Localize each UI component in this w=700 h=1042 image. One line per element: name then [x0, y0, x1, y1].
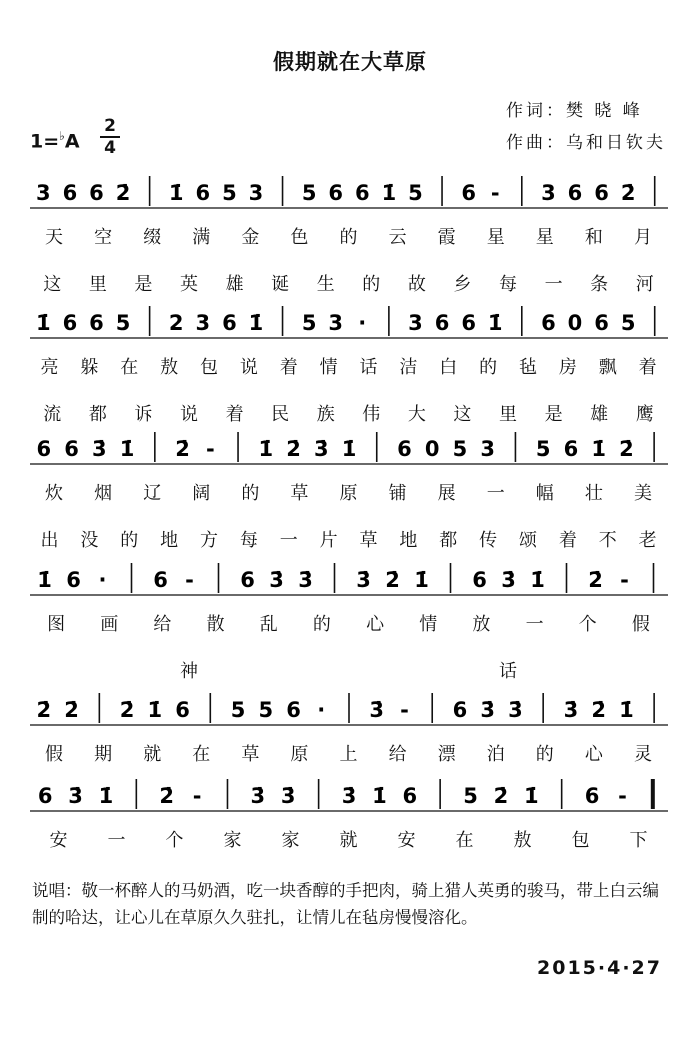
lyric-char: 情 — [419, 614, 439, 635]
lyric-char: 就 — [339, 830, 359, 851]
note: 5 — [408, 181, 423, 205]
note: 2̇ — [115, 181, 131, 205]
lyric-char: 每 — [499, 274, 518, 295]
note: 6 — [89, 181, 104, 205]
note: 2̇ — [36, 698, 52, 722]
note: 5 — [535, 437, 551, 461]
lyric-char: 的 — [362, 274, 382, 295]
lyric-char: 在 — [192, 744, 212, 765]
note: 6 — [62, 311, 78, 335]
lyric-char: 包 — [571, 830, 591, 851]
note: - — [185, 568, 194, 592]
lyric-char: 族 — [316, 404, 336, 425]
lyric-char: 生 — [316, 274, 336, 295]
note: 1̇ — [591, 437, 606, 461]
lyric-char: 云 — [388, 227, 408, 248]
lyric-char: 雄 — [590, 404, 610, 425]
note: 2̇ — [620, 181, 636, 205]
lyric-char: 的 — [535, 744, 555, 765]
lyric-char: 的 — [120, 530, 140, 551]
lyric-char: 上 — [339, 744, 359, 765]
note: 5 — [452, 437, 468, 461]
lyric-char: 烟 — [94, 483, 114, 504]
note: 2̇ — [588, 568, 603, 592]
note: 1̇ — [37, 568, 52, 592]
lyric-char: 话 — [359, 357, 379, 378]
lyric-char: 没 — [80, 530, 100, 551]
lyric-char: 方 — [199, 530, 219, 551]
lyric-char: 诞 — [271, 274, 291, 295]
note: 1̇ — [372, 784, 387, 808]
lyric-char: 包 — [199, 357, 219, 378]
note: 1̇ — [119, 437, 135, 461]
note: 1̇ — [168, 181, 184, 205]
lyric-char: 一 — [544, 274, 564, 295]
lyric-char: 的 — [241, 483, 261, 504]
lyric-char: 画 — [100, 614, 120, 635]
lyric-char: 河 — [635, 274, 655, 295]
lyric-char: 说 — [180, 404, 199, 425]
note: 1̇ — [248, 311, 264, 335]
note: 2̇ — [119, 698, 135, 722]
note: 1̇ — [98, 784, 114, 808]
note: 6 — [397, 437, 412, 461]
lyric-char: 一 — [107, 830, 127, 851]
lyric-char: 展 — [437, 483, 457, 504]
lyric-char: 老 — [638, 530, 658, 551]
note: 2̇ — [175, 437, 190, 461]
note: 6 — [452, 698, 468, 722]
lyric-char: 美 — [633, 483, 653, 504]
note: 3̇ — [313, 437, 329, 461]
lyric-char: 阔 — [192, 483, 212, 504]
note: 5 — [463, 784, 478, 808]
lyric-char: 图 — [47, 614, 67, 635]
note: 3 — [480, 437, 496, 461]
lyric-char: 灵 — [633, 744, 653, 765]
note: - — [490, 181, 500, 205]
lyric-char: 的 — [479, 357, 499, 378]
song-title: 假期就在大草原 — [273, 50, 427, 74]
note: · — [317, 698, 326, 722]
note: 6 — [62, 181, 78, 205]
note: 1̇ — [523, 784, 539, 808]
note: 3̇ — [341, 784, 357, 808]
lyric-char: 片 — [319, 530, 339, 551]
note: 1̇ — [258, 437, 274, 461]
lyric-char: 给 — [388, 744, 408, 765]
lyric-char: 这 — [453, 404, 473, 425]
note: 3̇ — [356, 568, 371, 592]
composer-credit: 作曲：乌和日钦夫 — [506, 133, 666, 153]
lyric-char: 原 — [339, 483, 359, 504]
lyric-char: 条 — [590, 274, 610, 295]
note: 3̇ — [92, 437, 107, 461]
lyric-char: 一 — [486, 483, 506, 504]
lyric-char: 地 — [160, 530, 180, 551]
lyric-char: 里 — [88, 274, 108, 295]
note: 6 — [153, 568, 168, 592]
note: 1̇ — [35, 311, 51, 335]
note: 2̇ — [159, 784, 175, 808]
lyric-char: 大 — [407, 404, 427, 425]
key-note: A — [64, 130, 80, 153]
lyric-char: 是 — [134, 274, 154, 295]
lyric-char: 家 — [281, 830, 301, 851]
note: - — [205, 437, 215, 461]
note: 2̇ — [619, 437, 634, 461]
lyric-char: 故 — [407, 274, 427, 295]
lyric-char: 铺 — [388, 483, 408, 504]
note: 6 — [461, 311, 476, 335]
note: 1̇ — [619, 698, 634, 722]
lyric-char: 雄 — [225, 274, 245, 295]
key-prefix: 1= — [30, 130, 60, 153]
note: 0 — [567, 311, 583, 335]
lyric-char: 鹰 — [635, 404, 655, 425]
lyric-char: 散 — [206, 614, 226, 635]
narration-text: 说唱：敬一杯醉人的马奶酒，吃一块香醇的手把肉，骑上猎人英勇的骏马，带上白云编制的哈达，让心儿在草原久久驻扎，让情儿在毡房慢慢溶化。 — [32, 881, 659, 927]
lyric-char: 传 — [479, 530, 499, 551]
lyric-char: 天 — [45, 227, 65, 248]
lyric-char: 壮 — [584, 483, 604, 504]
lyric-char: 辽 — [143, 483, 163, 504]
lyricist-credit: 作词：樊 晓 峰 — [506, 101, 643, 121]
note: 6 — [567, 181, 583, 205]
note: 6 — [594, 181, 609, 205]
note: 1̇ — [341, 437, 357, 461]
lyric-char: 白 — [439, 357, 459, 378]
note: 3 — [195, 311, 211, 335]
note: 3̇ — [563, 698, 579, 722]
lyric-char: 月 — [633, 227, 653, 248]
note: 3̇ — [68, 784, 83, 808]
lyric-char: 民 — [271, 404, 291, 425]
note: 6 — [195, 181, 211, 205]
note: 3̇ — [269, 568, 284, 592]
lyric-char: 伟 — [362, 404, 382, 425]
lyric-char: 洁 — [399, 357, 419, 378]
note: 6 — [402, 784, 418, 808]
lyric-char: 说 — [239, 357, 259, 378]
lyric-char: 下 — [629, 830, 649, 851]
lyric-char: 里 — [499, 404, 518, 425]
note: 6 — [461, 181, 476, 205]
lyric-char: 假 — [45, 744, 65, 765]
lyric-char: 炊 — [45, 483, 65, 504]
lyric-char: 草 — [241, 744, 261, 765]
lyric-char: 房 — [558, 357, 578, 378]
note: 6 — [64, 437, 79, 461]
note: 1̇ — [487, 311, 503, 335]
note: 2̇ — [64, 698, 79, 722]
lyric-char: 个 — [165, 830, 185, 851]
lyric-char: 着 — [279, 357, 299, 378]
lyric-char: 满 — [192, 227, 212, 248]
note: 6 — [175, 698, 190, 722]
note: 3̇ — [298, 568, 313, 592]
note: - — [192, 784, 202, 808]
lyric-char: 就 — [143, 744, 163, 765]
lyric-char: 躲 — [80, 357, 100, 378]
note: - — [620, 568, 629, 592]
lyric-char: 出 — [40, 530, 60, 551]
lyric-char: 情 — [319, 357, 339, 378]
note: 2̇ — [591, 698, 606, 722]
lyric-char: 霞 — [437, 227, 457, 248]
lyric-char: 给 — [153, 614, 173, 635]
note: - — [400, 698, 409, 722]
note: 6 — [472, 568, 487, 592]
lyric-char: 这 — [43, 274, 63, 295]
lyric-char: 在 — [455, 830, 475, 851]
date-stamp: 2015·4·27 — [537, 957, 662, 979]
note: 3̇ — [280, 784, 296, 808]
lyric-char: 草 — [290, 483, 310, 504]
lyric-char: 乱 — [259, 614, 279, 635]
note: 6 — [36, 437, 52, 461]
note: 6 — [434, 311, 450, 335]
lyric-char: 敖 — [513, 830, 533, 851]
note: 3 — [541, 181, 556, 205]
lyric-char: 个 — [578, 614, 598, 635]
time-signature-top: 2 — [104, 116, 116, 136]
note: 6 — [66, 568, 81, 592]
note: 1̇ — [530, 568, 545, 592]
lyric-char: 英 — [180, 274, 199, 295]
lyric-char: 安 — [49, 830, 69, 851]
lyric-char: 空 — [94, 227, 114, 248]
lyric-char: 安 — [397, 830, 417, 851]
lyric-char: 星 — [535, 227, 555, 248]
note: · — [358, 311, 367, 335]
lyric-char: 着 — [638, 357, 658, 378]
note: 5 — [258, 698, 274, 722]
lyric-char: 漂 — [437, 744, 457, 765]
lyric-char: 金 — [241, 227, 261, 248]
note: 3̇ — [508, 698, 523, 722]
note: 3 — [35, 181, 51, 205]
note: 6 — [354, 181, 370, 205]
note: 2̇ — [385, 568, 400, 592]
time-signature-bottom: 4 — [104, 138, 116, 158]
note: 3̇ — [480, 698, 496, 722]
note: 6 — [89, 311, 104, 335]
lyric-char: 着 — [225, 404, 245, 425]
note: 3 — [408, 311, 423, 335]
note: 2̇ — [286, 437, 301, 461]
lyric-char: 心 — [584, 744, 604, 765]
lyric-char: 乡 — [453, 274, 473, 295]
note: 1̇ — [147, 698, 163, 722]
lyric-char: 不 — [598, 530, 618, 551]
note: 3̇ — [250, 784, 266, 808]
lyric-char: 在 — [120, 357, 140, 378]
lyric-char: 诉 — [134, 404, 154, 425]
note: 6 — [328, 181, 344, 205]
note: 3̇ — [369, 698, 385, 722]
lyric-char: 期 — [94, 744, 114, 765]
note: 6 — [541, 311, 556, 335]
lyric-char: 颂 — [518, 530, 538, 551]
note: 6 — [563, 437, 579, 461]
lyric-char: 和 — [584, 227, 604, 248]
lyric-char: 放 — [472, 614, 492, 635]
note: 5 — [620, 311, 636, 335]
lyric-char: 流 — [43, 404, 63, 425]
note: 5 — [222, 181, 237, 205]
lyric-char: 一 — [279, 530, 299, 551]
lyric-char: 泊 — [486, 744, 506, 765]
note: 5 — [301, 311, 317, 335]
lyric-char: 飘 — [598, 357, 618, 378]
lyric-char: 亮 — [40, 357, 60, 378]
lyric-char: 色 — [290, 227, 310, 248]
lyric-char: 缀 — [143, 227, 163, 248]
lyric-char: 着 — [558, 530, 578, 551]
lyric-char: 的 — [312, 614, 332, 635]
note: 3̇ — [501, 568, 516, 592]
note: 0 — [424, 437, 440, 461]
lyric-char: 话 — [499, 661, 518, 682]
note: 6 — [222, 311, 237, 335]
note: 3 — [248, 181, 264, 205]
lyric-char: 家 — [223, 830, 243, 851]
note: 5 — [115, 311, 131, 335]
note: 6 — [37, 784, 53, 808]
note: 5 — [301, 181, 317, 205]
lyric-char: 心 — [366, 614, 386, 635]
note: 1̇ — [414, 568, 429, 592]
lyric-char: 是 — [544, 404, 564, 425]
lyric-char: 假 — [631, 614, 651, 635]
note: 2̇ — [493, 784, 509, 808]
lyric-char: 每 — [239, 530, 259, 551]
note: 5 — [230, 698, 246, 722]
lyric-char: 毡 — [518, 357, 538, 378]
note: 1̇ — [381, 181, 397, 205]
note: 3 — [328, 311, 344, 335]
note: 6 — [286, 698, 301, 722]
lyric-char: 草 — [359, 530, 379, 551]
lyric-char: 敖 — [160, 357, 180, 378]
note: 2 — [168, 311, 184, 335]
note: · — [98, 568, 107, 592]
lyric-char: 星 — [486, 227, 506, 248]
lyric-char: 都 — [88, 404, 108, 425]
lyric-char: 一 — [525, 614, 545, 635]
note: - — [618, 784, 627, 808]
note: 6 — [240, 568, 255, 592]
note: 6 — [594, 311, 609, 335]
lyric-char: 原 — [290, 744, 310, 765]
key-flat: ♭ — [59, 129, 65, 143]
lyric-char: 幅 — [535, 483, 555, 504]
lyric-char: 地 — [399, 530, 419, 551]
lyric-char: 的 — [339, 227, 359, 248]
note: 6 — [584, 784, 600, 808]
lyric-char: 神 — [180, 661, 199, 682]
lyric-char: 都 — [439, 530, 459, 551]
